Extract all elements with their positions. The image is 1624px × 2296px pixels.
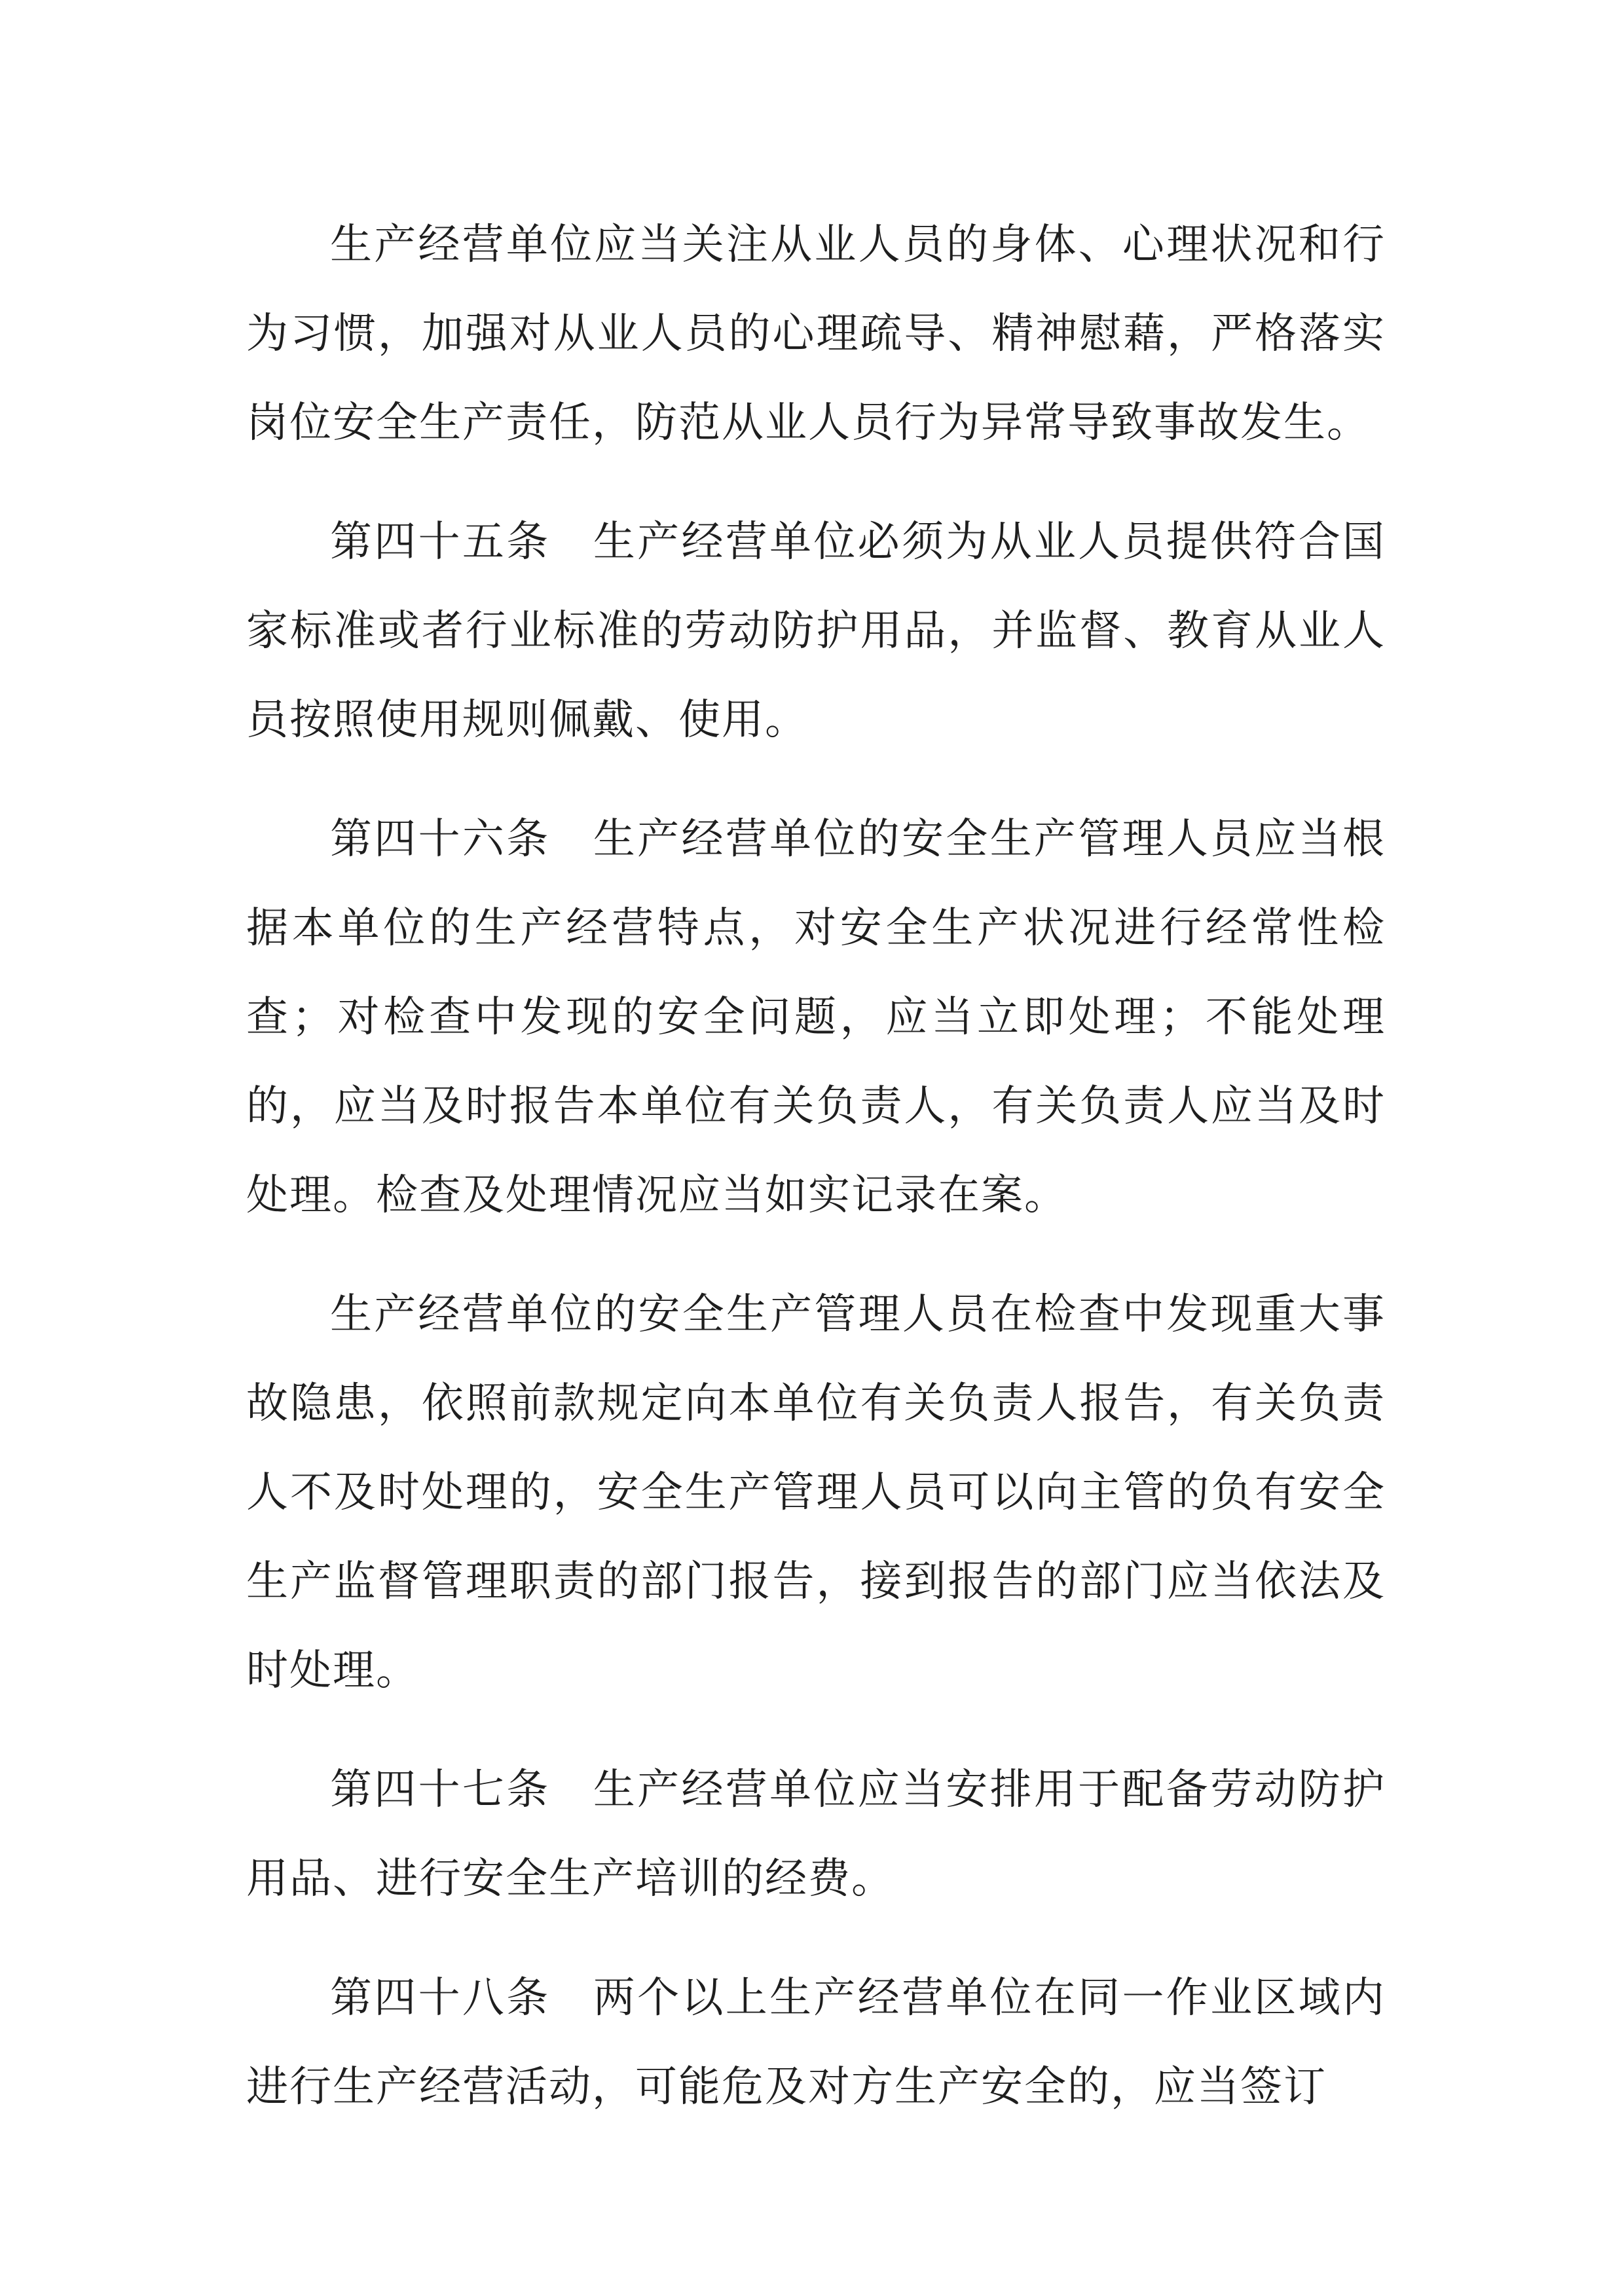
paragraph-text: 生产经营单位应当安排用于配备劳动防护用品、进行安全生产培训的经费。 bbox=[246, 1766, 1386, 1903]
document-body bbox=[246, 200, 1386, 2162]
paragraph-3 bbox=[246, 795, 1386, 1240]
paragraph-text: 生产经营单位的安全生产管理人员在检查中发现重大事故隐患，依照前款规定向本单位有关负责人报告，有关负责人不及时处理的，安全生产管理人员可以向主管的负有安全生产监督管理职责的部门报告，接到报告的部门应当依法及时处理。 bbox=[246, 1290, 1386, 1695]
paragraph-5 bbox=[246, 1745, 1386, 1923]
paragraph-1 bbox=[246, 200, 1386, 467]
paragraph-text: 生产经营单位应当关注从业人员的身体、心理状况和行为习惯，加强对从业人员的心理疏导、精神慰藉，严格落实岗位安全生产责任，防范从业人员行为异常导致事故发生。 bbox=[246, 221, 1386, 447]
article-number: 第四十五条 bbox=[330, 518, 551, 566]
paragraph-4 bbox=[246, 1270, 1386, 1715]
paragraph-text: 生产经营单位的安全生产管理人员应当根据本单位的生产经营特点，对安全生产状况进行经常性检查；对检查中发现的安全问题，应当立即处理；不能处理的，应当及时报告本单位有关负责人，有关负责人应当及时处理。检查及处理情况应当如实记录在案。 bbox=[246, 815, 1386, 1220]
article-number: 第四十八条 bbox=[330, 1974, 551, 2022]
paragraph-6 bbox=[246, 1954, 1386, 2132]
paragraph-text: 两个以上生产经营单位在同一作业区域内进行生产经营活动，可能危及对方生产安全的，应当签订 bbox=[246, 1974, 1386, 2111]
article-number: 第四十六条 bbox=[330, 815, 551, 864]
paragraph-2 bbox=[246, 498, 1386, 765]
paragraph-text: 生产经营单位必须为从业人员提供符合国家标准或者行业标准的劳动防护用品，并监督、教育从业人员按照使用规则佩戴、使用。 bbox=[246, 518, 1386, 744]
article-number: 第四十七条 bbox=[330, 1766, 551, 1814]
